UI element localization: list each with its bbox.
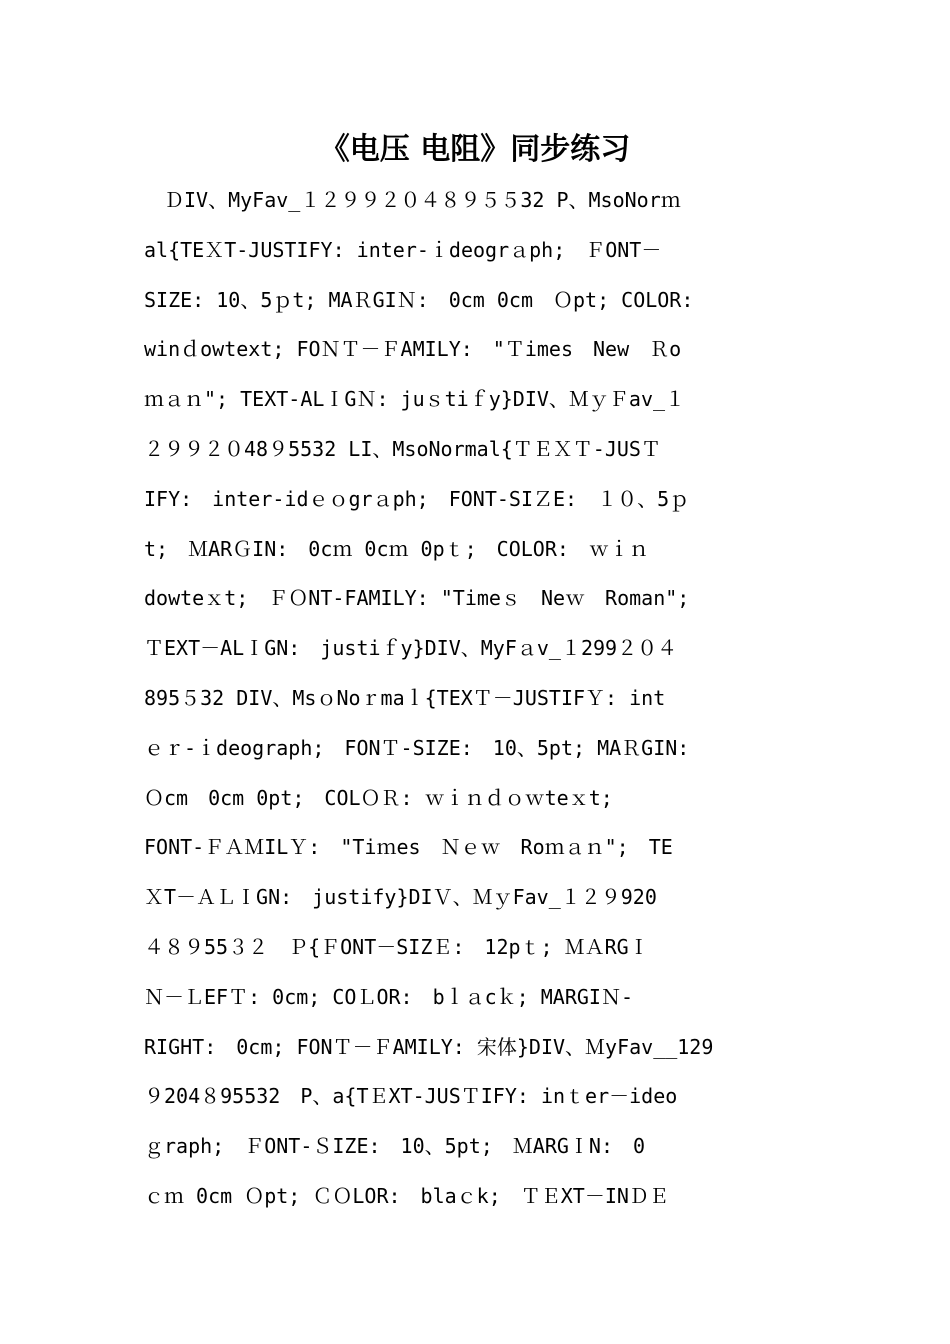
body-text-line: ＴEXT－ALＩGN: justiｆy}DIV、MyFａv_１299２０４ xyxy=(144,636,678,661)
body-text-line: RIGHT: 0cm; FONＴ－ＦAMILY: 宋体}DIV、ＭyFav__129 xyxy=(144,1034,714,1059)
body-text-line: Ｏcm 0cm 0pt; COLＯＲ: ｗｉｎｄｏｗteｘt; xyxy=(144,785,613,810)
body-text-line: Ｎ－ＬEFＴ: 0cm; COＬOR: bｌａcｋ; MARGIＮ- xyxy=(144,984,633,1009)
body-text-line: ＤIV、MyFav_１２９９２０４８９５５32 P、MsoNorｍ xyxy=(144,188,681,212)
body-text-line: ９204８95532 P、a{TＥXT-JUSＴIFY: inｔer－ideo xyxy=(144,1084,678,1109)
body-text-line: SIZE: 10、5ｐt; MAＲGIＮ: 0cm 0cm Ｏpt; COLOR: xyxy=(144,287,694,312)
body-text-line: ２９９２０48９5532 LI、MsoNormal{ＴＥＸＴ-JUSＴ xyxy=(144,436,661,461)
body-text-line: dowteｘt; ＦＯNT-FAMILY: "Timeｓ Neｗ Roman"; xyxy=(144,586,690,611)
body-text-line: ｅｒ-ｉdeograph; FONＴ-SIZE: 10、5pt; MAＲGIN: xyxy=(144,735,690,760)
body-text-line: ｍａｎ"; TEXT-ALＩGＮ: juｓtiｆy}DIV、ＭｙＦav_１ xyxy=(144,387,686,412)
body-text-line: t; ＭARＧIN: 0cｍ 0cｍ 0pｔ; COLOR: ｗｉｎ xyxy=(144,536,649,561)
body-text-line: ｃｍ 0cm Ｏpt; ＣＯLOR: blaｃk; ＴＥXT－INＤＥ xyxy=(144,1183,669,1208)
body-text-line: ４８９55３２ Ｐ{ＦONT－SIZＥ: 12pｔ; ＭＡRGＩ xyxy=(144,934,649,959)
body-text-line: IFY: inter-idｅｏgrａph; FONT-SIＺE: １０、5ｐ xyxy=(144,486,690,511)
body-text-line: al{TEＸT-JUSTIFY: inter-ｉdeogrａph; ＦONT－ xyxy=(144,237,662,262)
body-text-line: ｇraph; ＦONT-ＳIZE: 10、5pt; ＭARGＩN: 0 xyxy=(144,1134,646,1159)
document-body xyxy=(144,176,804,1222)
body-text-line: ＸT－ＡＬＩGN: justify}DIＶ、ＭｙFav_１２９920 xyxy=(144,885,657,910)
body-text-line: FONT-ＦＡＭILＹ: "Tiｍes Ｎｅｗ Roｍａｎ"; TE xyxy=(144,835,673,860)
document-title: 《电压 电阻》同步练习 xyxy=(319,132,631,167)
body-text-line: 895５32 DIV、MsｏNoｒmaｌ{TEXＴ－JUSTIFＹ: int xyxy=(144,685,666,710)
body-text-line: winｄowtext; FOＮＴ－ＦAMILY: "Ｔimes New Ｒo xyxy=(144,337,682,362)
